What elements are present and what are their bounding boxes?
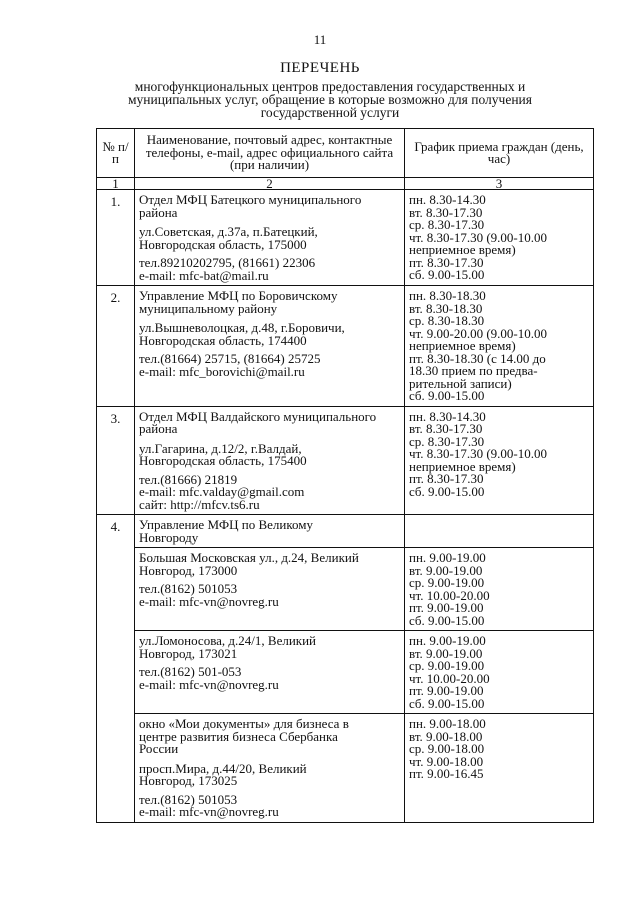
postal-address-line: просп.Мира, д.44/20, Великий xyxy=(139,760,307,776)
index-cell: 2 xyxy=(135,178,405,190)
postal-address xyxy=(139,226,400,251)
postal-address-line: Новгород, 173025 xyxy=(139,773,238,788)
page-number: 11 xyxy=(313,32,327,47)
schedule-line: вт. 9.00-19.00 xyxy=(409,562,483,578)
schedule-line: сб. 9.00-15.00 xyxy=(409,483,485,499)
contacts xyxy=(139,471,400,512)
mfc-table xyxy=(96,128,594,823)
schedule-line: пт. 8.30-18.30 (с 14.00 до xyxy=(409,350,546,366)
index-cell: 1 xyxy=(97,178,135,190)
postal-address-line: Новгород, 173021 xyxy=(139,645,238,661)
document-title: ПЕРЕЧЕНЬ xyxy=(280,60,360,76)
schedule-line: сб. 9.00-15.00 xyxy=(409,388,485,403)
schedule-line: неприемное время) xyxy=(409,458,516,474)
organization-name xyxy=(139,290,400,315)
schedule-cell xyxy=(405,631,594,714)
branch-row xyxy=(97,548,594,631)
contacts-line: e-mail: mfc-bat@mail.ru xyxy=(139,267,269,283)
postal-address-line: ул.Вышневолоцкая, д.48, г.Боровичи, xyxy=(139,320,345,335)
table-row xyxy=(97,406,594,515)
organization-name xyxy=(139,194,400,219)
branch-cell xyxy=(135,631,405,714)
organization-name-line: муниципальному району xyxy=(139,300,278,316)
schedule-line: пн. 9.00-19.00 xyxy=(409,550,486,565)
organization-name-line: Управление МФЦ по Великому xyxy=(139,517,313,532)
contacts-line: e-mail: mfc.valday@gmail.com xyxy=(139,484,305,499)
schedule-line: чт. 9.00-20.00 (9.00-10.00 xyxy=(409,325,547,341)
organization-name-line: Управление МФЦ по Боровичскому xyxy=(139,288,338,303)
contacts xyxy=(139,353,400,378)
schedule-line: неприемное время) xyxy=(409,338,516,353)
index-cell: 3 xyxy=(405,178,594,190)
contacts-line: тел.89210202795, (81661) 22306 xyxy=(139,255,316,270)
schedule-cell xyxy=(405,548,594,631)
schedule-line: ср. 9.00-19.00 xyxy=(409,658,485,673)
postal-address xyxy=(139,552,400,577)
schedule-line: ср. 9.00-19.00 xyxy=(409,575,485,590)
postal-address-line: ул.Советская, д.37а, п.Батецкий, xyxy=(139,224,318,239)
schedule-line: пн. 8.30-14.30 xyxy=(409,408,486,424)
contacts xyxy=(139,257,400,282)
postal-address-line: Большая Московская ул., д.24, Великий xyxy=(139,550,359,565)
organization-name xyxy=(139,408,400,436)
branch-title-line: окно «Мои документы» для бизнеса в xyxy=(139,716,349,731)
organization-name xyxy=(139,519,400,544)
postal-address-line: Новгород, 173000 xyxy=(139,562,238,578)
schedule-line: пт. 9.00-19.00 xyxy=(409,600,484,615)
contacts-line: e-mail: mfc-vn@novreg.ru xyxy=(139,804,279,819)
header-schedule: График приема граждан (день, час) xyxy=(405,129,594,178)
contacts-line: сайт: http://mfcv.ts6.ru xyxy=(139,496,260,512)
schedule-line: ср. 8.30-18.30 xyxy=(409,313,485,328)
schedule-line: сб. 9.00-15.00 xyxy=(409,695,485,711)
schedule-line: пт. 8.30-17.30 xyxy=(409,254,484,270)
schedule-line: пн. 9.00-19.00 xyxy=(409,633,486,648)
schedule-line: вт. 8.30-18.30 xyxy=(409,300,483,316)
organization-cell xyxy=(135,190,405,286)
schedule-line: пн. 8.30-14.30 xyxy=(409,192,486,207)
postal-address-line: ул.Ломоносова, д.24/1, Великий xyxy=(139,633,317,648)
contacts-line: тел.(8162) 501-053 xyxy=(139,664,242,679)
organization-name-line: района xyxy=(139,204,178,220)
postal-address xyxy=(139,440,400,468)
schedule-cell xyxy=(405,406,594,515)
organization-cell xyxy=(135,286,405,407)
schedule-line: ср. 9.00-18.00 xyxy=(409,741,485,756)
row-number: 3. xyxy=(97,406,135,515)
branch-cell xyxy=(135,714,405,823)
contacts-line: тел.(81666) 21819 xyxy=(139,471,238,487)
schedule-line: чт. 8.30-17.30 (9.00-10.00 xyxy=(409,229,547,245)
header-num: № п/п xyxy=(97,129,135,178)
schedule-cell xyxy=(405,190,594,286)
organization-cell xyxy=(135,515,405,548)
row-number: 4. xyxy=(97,515,135,823)
schedule-cell xyxy=(405,714,594,823)
branch-cell xyxy=(135,548,405,631)
contacts-line: тел.(81664) 25715, (81664) 25725 xyxy=(139,351,321,366)
contacts xyxy=(139,791,400,819)
document-subtitle: многофункциональных центров предоставления государственных и муниципальных услуг, обращение в которые возможно для получения государственной услуги xyxy=(128,79,532,120)
organization-name-line: Отдел МФЦ Валдайского муниципального xyxy=(139,408,377,424)
organization-name-line: Новгороду xyxy=(139,529,199,545)
table-index-row xyxy=(97,178,594,190)
header-name: Наименование, почтовый адрес, контактные телефоны, e-mail, адрес официального сайта (при наличии) xyxy=(135,129,405,178)
schedule-line: вт. 9.00-18.00 xyxy=(409,728,483,744)
schedule-line: чт. 10.00-20.00 xyxy=(409,670,490,686)
table-row xyxy=(97,286,594,407)
contacts xyxy=(139,583,400,608)
table-row xyxy=(97,515,594,548)
contacts-line: e-mail: mfc-vn@novreg.ru xyxy=(139,593,279,609)
schedule-cell-empty xyxy=(405,515,594,548)
row-number: 1. xyxy=(97,190,135,286)
branch-row xyxy=(97,714,594,823)
schedule-line: вт. 8.30-17.30 xyxy=(409,421,483,436)
row-number: 2. xyxy=(97,286,135,407)
schedule-line: рительной записи) xyxy=(409,375,512,391)
organization-name-line: района xyxy=(139,421,178,436)
postal-address-line: Новгородская область, 174400 xyxy=(139,332,307,348)
schedule-line: пт. 8.30-17.30 xyxy=(409,471,484,486)
schedule-line: пт. 9.00-16.45 xyxy=(409,766,484,781)
contacts-line: тел.(8162) 501053 xyxy=(139,581,238,596)
postal-address xyxy=(139,760,400,788)
table-header-row xyxy=(97,129,594,178)
organization-cell xyxy=(135,406,405,515)
schedule-line: чт. 9.00-18.00 xyxy=(409,753,484,769)
schedule-line: неприемное время) xyxy=(409,242,516,257)
postal-address-line: Новгородская область, 175000 xyxy=(139,236,307,252)
branch-title-line: России xyxy=(139,741,179,756)
contacts-line: e-mail: mfc_borovichi@mail.ru xyxy=(139,363,305,379)
schedule-line: сб. 9.00-15.00 xyxy=(409,612,485,628)
schedule-line: пт. 9.00-19.00 xyxy=(409,683,484,698)
contacts-line: e-mail: mfc-vn@novreg.ru xyxy=(139,676,279,692)
schedule-line: ср. 8.30-17.30 xyxy=(409,217,485,232)
branch-title xyxy=(139,718,400,756)
postal-address xyxy=(139,635,400,660)
contacts-line: тел.(8162) 501053 xyxy=(139,791,238,807)
contacts xyxy=(139,666,400,691)
branch-row xyxy=(97,631,594,714)
organization-name-line: Отдел МФЦ Батецкого муниципального xyxy=(139,192,362,207)
schedule-line: 18.30 прием по предва- xyxy=(409,363,538,378)
schedule-line: ср. 8.30-17.30 xyxy=(409,433,485,449)
table-row xyxy=(97,190,594,286)
schedule-line: пн. 8.30-18.30 xyxy=(409,288,486,303)
schedule-cell xyxy=(405,286,594,407)
postal-address xyxy=(139,322,400,347)
schedule-line: вт. 9.00-19.00 xyxy=(409,645,483,661)
schedule-line: чт. 10.00-20.00 xyxy=(409,587,490,603)
postal-address-line: ул.Гагарина, д.12/2, г.Валдай, xyxy=(139,440,302,456)
schedule-line: пн. 9.00-18.00 xyxy=(409,716,486,731)
postal-address-line: Новгородская область, 175400 xyxy=(139,453,307,468)
schedule-line: вт. 8.30-17.30 xyxy=(409,204,483,220)
schedule-line: сб. 9.00-15.00 xyxy=(409,267,485,282)
branch-title-line: центре развития бизнеса Сбербанка xyxy=(139,728,338,744)
schedule-line: чт. 8.30-17.30 (9.00-10.00 xyxy=(409,446,547,461)
